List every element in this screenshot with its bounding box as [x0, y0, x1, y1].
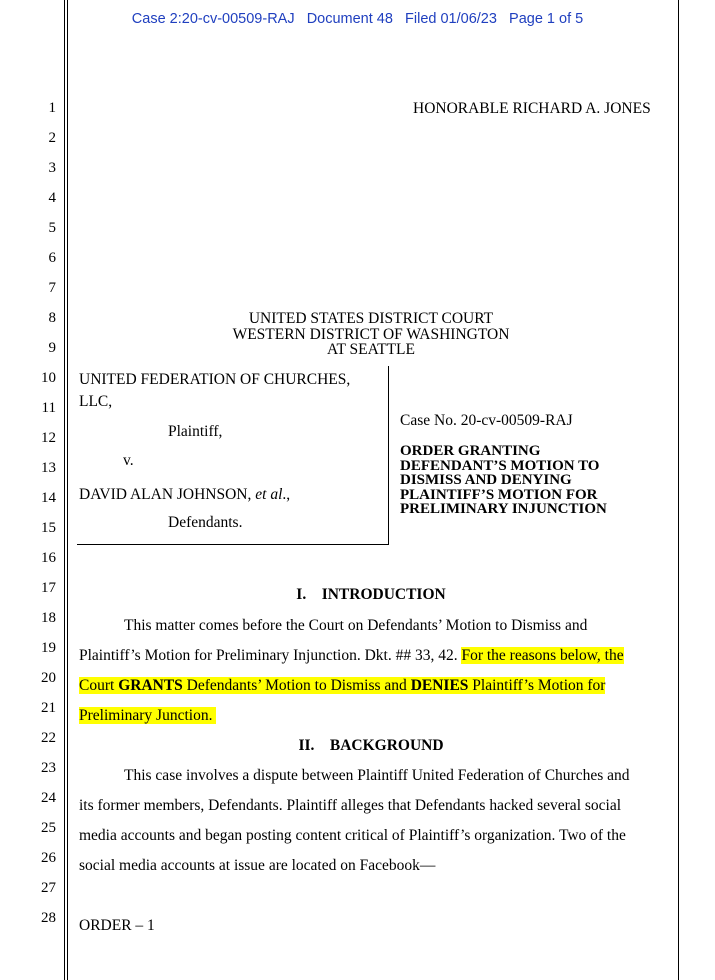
line-number: 1 [48, 100, 56, 116]
court-district-line: WESTERN DISTRICT OF WASHINGTON [232, 325, 510, 343]
highlighted-text-part: Plaintiff’s Motion for [468, 677, 606, 694]
paragraph-line: media accounts and began posting content critical of Plaintiff’s organization. Two of the [79, 827, 626, 844]
line-number: 2 [48, 130, 56, 146]
court-location-line: AT SEATTLE [327, 341, 415, 358]
order-title-line: ORDER GRANTING [400, 443, 541, 459]
highlighted-text: Preliminary Junction. [79, 707, 217, 724]
section-heading-introduction: I. INTRODUCTION [296, 586, 446, 603]
highlighted-text [79, 677, 605, 694]
line-number: 20 [41, 670, 56, 686]
page-footer: ORDER – 1 [79, 917, 155, 934]
plaintiff-name-cont: LLC, [79, 393, 113, 410]
line-number: 3 [48, 160, 56, 176]
highlighted-text: For the reasons below, the [461, 647, 624, 664]
highlighted-text-part: Defendants’ Motion to Dismiss and [182, 677, 411, 694]
paragraph-line: This matter comes before the Court on Defendants’ Motion to Dismiss and [124, 617, 588, 634]
order-title-line: DEFENDANT’S MOTION TO [400, 457, 600, 474]
left-margin-rule-outer [64, 0, 65, 980]
defendant-etal: et al [255, 486, 283, 503]
court-heading [77, 311, 665, 358]
paragraph-line: social media accounts at issue are located on Facebook— [79, 857, 436, 874]
header-case-number: Case 2:20-cv-00509-RAJ [131, 11, 295, 27]
line-number: 17 [41, 580, 56, 596]
line-number: 8 [48, 310, 56, 326]
court-name-line: UNITED STATES DISTRICT COURT [248, 310, 494, 327]
line-number: 21 [41, 700, 56, 716]
left-margin-rule-inner [67, 0, 68, 980]
line-number: 25 [41, 820, 56, 836]
order-title-line: PRELIMINARY INJUNCTION [400, 501, 607, 517]
defendant-name [79, 486, 290, 504]
paragraph-line [79, 677, 605, 695]
line-number: 13 [41, 460, 56, 476]
defendant-name-text: DAVID ALAN JOHNSON, [79, 486, 252, 503]
denies-bold: DENIES [410, 677, 469, 694]
paragraph-line: its former members, Defendants. Plaintiff alleges that Defendants hacked several social [79, 797, 622, 814]
line-number: 23 [41, 760, 56, 776]
grants-bold: GRANTS [118, 677, 183, 694]
line-number: 19 [41, 640, 56, 656]
line-number: 11 [41, 400, 56, 416]
line-number: 28 [41, 910, 56, 926]
paragraph-line: This case involves a dispute between Plaintiff United Federation of Churches and [124, 767, 630, 784]
line-number: 7 [48, 280, 56, 296]
order-title-line: PLAINTIFF’S MOTION FOR [400, 486, 598, 503]
judge-name: HONORABLE RICHARD A. JONES [413, 100, 651, 117]
defendant-suffix: ., [282, 486, 291, 503]
header-filed: Filed 01/06/23 [405, 11, 497, 27]
line-number: 16 [41, 550, 56, 566]
line-number: 6 [48, 250, 56, 266]
order-title [400, 444, 680, 517]
line-number: 14 [41, 490, 56, 506]
line-number: 5 [48, 220, 56, 236]
line-number: 27 [41, 880, 56, 896]
line-number: 9 [48, 340, 56, 356]
defendant-role: Defendants. [168, 514, 243, 531]
header-document: Document 48 [306, 11, 393, 27]
line-number: 12 [41, 430, 56, 446]
plaintiff-name: UNITED FEDERATION OF CHURCHES, [79, 371, 351, 388]
header-page: Page 1 of 5 [509, 11, 584, 27]
section-heading-background: II. BACKGROUND [298, 737, 444, 754]
line-number: 22 [41, 730, 56, 746]
paragraph-line [79, 647, 624, 665]
line-number: 24 [41, 790, 56, 806]
plaintiff-role: Plaintiff, [168, 423, 223, 440]
line-number: 4 [48, 190, 56, 206]
line-number: 18 [41, 610, 56, 626]
line-number: 26 [41, 850, 56, 866]
ecf-header [0, 11, 715, 27]
line-number: 15 [41, 520, 56, 536]
order-title-line: DISMISS AND DENYING [400, 472, 572, 488]
versus: v. [123, 452, 134, 469]
line-number: 10 [41, 370, 56, 386]
case-number: Case No. 20-cv-00509-RAJ [400, 412, 573, 429]
highlighted-text-part: Court [79, 677, 119, 694]
paragraph-line [79, 707, 216, 725]
paragraph-text: Plaintiff’s Motion for Preliminary Injunction. Dkt. ## 33, 42. [79, 647, 458, 664]
